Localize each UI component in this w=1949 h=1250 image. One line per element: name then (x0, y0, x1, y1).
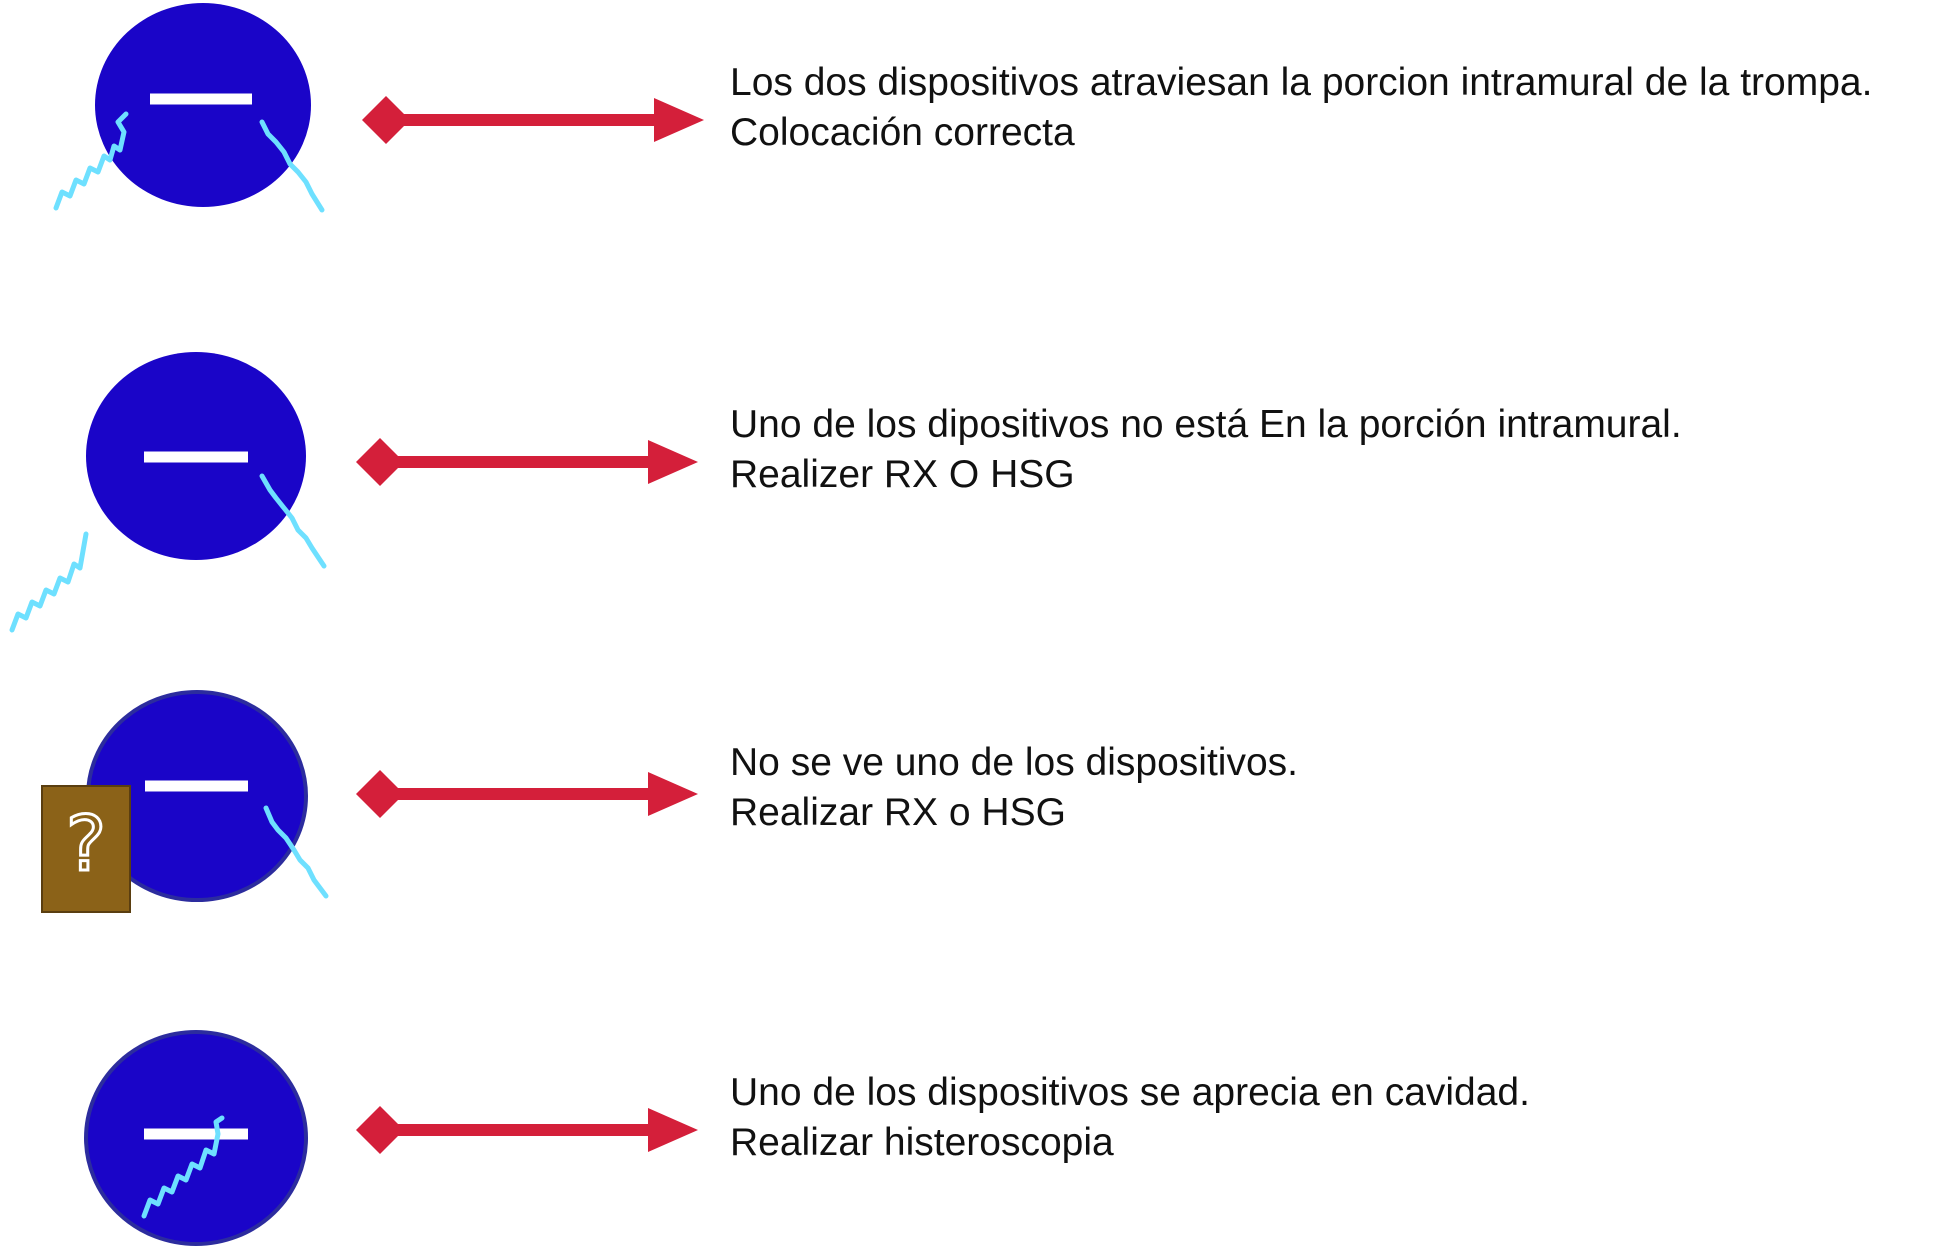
uterus-device-in-cavity-icon (0, 1010, 340, 1250)
uterus-one-device-displaced-icon (0, 342, 340, 582)
uterus-one-device-missing-icon (0, 674, 340, 914)
caption-2-line-2: Realizer RX O HSG (730, 453, 1075, 496)
svg-text:?: ? (65, 799, 107, 888)
question-icon (42, 786, 130, 912)
caption-1 (730, 58, 1945, 158)
double-arrow-icon (350, 1100, 710, 1160)
caption-4 (730, 1068, 1945, 1168)
double-arrow-icon (350, 432, 710, 492)
uterus-circle (95, 3, 311, 207)
diagram-row-1 (0, 0, 1949, 240)
caption-4-line-1: Uno de los dispositivos se aprecia en cavidad. (730, 1071, 1530, 1114)
uterus-both-devices-icon (0, 0, 340, 240)
diagram-row-2 (0, 342, 1949, 582)
caption-1-line-2: Colocación correcta (730, 111, 1075, 154)
caption-2 (730, 400, 1945, 500)
double-arrow-icon (350, 764, 710, 824)
caption-4-line-2: Realizar histeroscopia (730, 1121, 1114, 1164)
caption-3 (730, 738, 1945, 838)
caption-3-line-2: Realizar RX o HSG (730, 791, 1066, 834)
device-coil-displaced (12, 534, 86, 630)
diagram-row-4 (0, 1010, 1949, 1250)
caption-1-line-1: Los dos dispositivos atraviesan la porcion intramural de la trompa. (730, 61, 1873, 104)
caption-3-line-1: No se ve uno de los dispositivos. (730, 741, 1298, 784)
diagram-row-3 (0, 674, 1949, 914)
double-arrow-icon (350, 90, 710, 150)
caption-2-line-1: Uno de los dipositivos no está En la porción intramural. (730, 403, 1682, 446)
